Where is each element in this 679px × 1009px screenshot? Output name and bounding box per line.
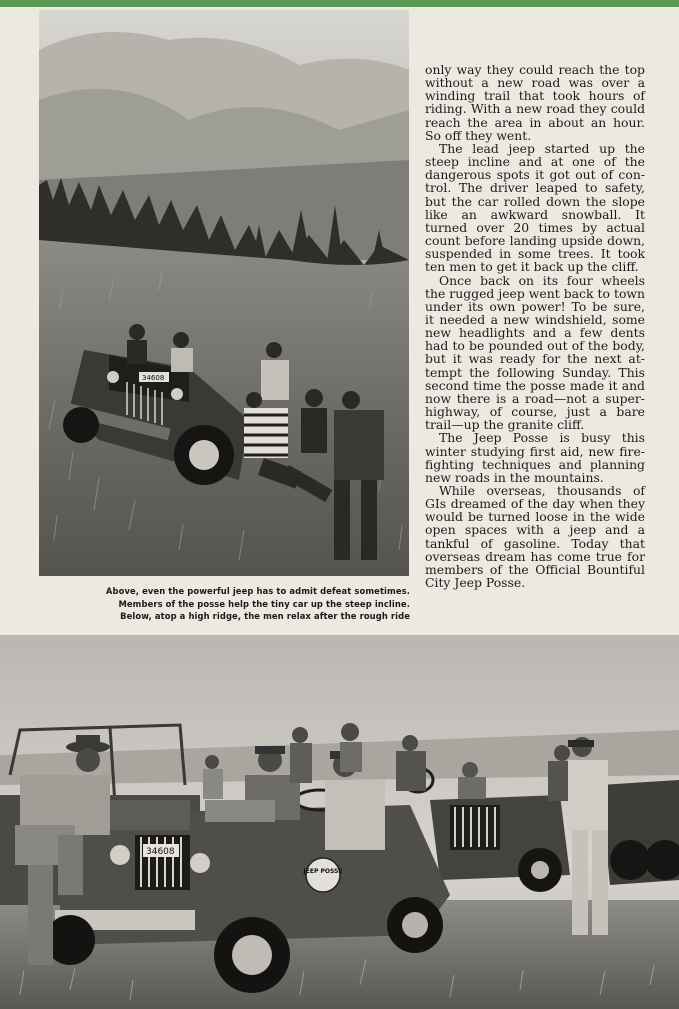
article-line: without a new road was over a [425, 75, 645, 91]
article-line: now there is a road—not a super- [425, 390, 645, 406]
article-line: City Jeep Posse. [425, 575, 526, 591]
article-line: steep incline and at one of the [425, 154, 645, 170]
article-line: fighting techniques and planning [425, 456, 645, 472]
article-line: under its own power! To be sure, [425, 298, 645, 314]
article-line: new headlights and a few dents [425, 325, 645, 341]
article-line: While overseas, thousands of [439, 483, 645, 498]
article-line: only way they could reach the top [425, 62, 645, 77]
article-line: would be turned loose in the wide [425, 509, 645, 525]
article-line: open spaces with a jeep and a [425, 522, 645, 538]
bottom-jeep-plate: 34608 [146, 847, 175, 857]
article-line: it needed a new windshield, some [425, 311, 645, 327]
article-line: suspended in some trees. It took [425, 246, 645, 262]
article-line: trail—up the granite cliff. [425, 417, 585, 433]
caption-line: Below, atop a high ridge, the men relax after the rough ride [120, 611, 410, 621]
article-line: GIs dreamed of the day when they [425, 496, 645, 512]
article-line: reach the area in about an hour. [425, 114, 645, 130]
article-line: overseas dream has come true for [425, 548, 645, 564]
article-line: new roads in the mountains. [425, 469, 604, 485]
article-line: tankful of gasoline. Today that [425, 535, 645, 551]
article-line: The lead jeep started up the [439, 140, 645, 156]
article-line: second time the posse made it and [425, 377, 645, 393]
top-jeep-plate: 34608 [142, 374, 165, 382]
article-line: turned over 20 times by actual [425, 219, 645, 235]
photo-caption [84, 585, 410, 623]
article-line: riding. With a new road they could [425, 101, 645, 117]
caption-line: Members of the posse help the tiny car up the steep incline. [118, 598, 410, 609]
article-line: but it was ready for the next at- [425, 351, 645, 367]
article-line: Once back on its four wheels [439, 272, 645, 288]
article-line: like an awkward snowball. It [425, 206, 645, 222]
green-top-border [0, 0, 679, 7]
jeep-posse-badge: JEEP POSSE [303, 868, 343, 875]
article-line: had to be pounded out of the body, [425, 338, 645, 354]
article-line: but the car rolled down the slope [425, 193, 645, 209]
article-line: highway, of course, just a bare [425, 404, 645, 420]
article-column [425, 63, 645, 589]
article-line: count before landing upside down, [425, 233, 645, 249]
article-line: ten men to get it back up the cliff. [425, 259, 639, 275]
photo-jeep-on-hillside [39, 10, 409, 576]
caption-line: Above, even the powerful jeep has to admit defeat sometimes. [105, 586, 410, 596]
article-line: winding trail that took hours of [425, 88, 645, 104]
article-line: trol. The driver leaped to safety, [425, 180, 645, 196]
photo-posse-on-ridge [0, 635, 679, 1009]
article-line: dangerous spots it got out of con- [425, 167, 645, 183]
article-line: So off they went. [425, 127, 532, 143]
article-line: tempt the following Sunday. This [425, 364, 645, 380]
article-line: the rugged jeep went back to town [425, 285, 645, 301]
article-line: winter studying first aid, new fire- [425, 443, 645, 459]
article-line: The Jeep Posse is busy this [439, 430, 645, 446]
article-line: members of the Official Bountiful [425, 561, 645, 577]
